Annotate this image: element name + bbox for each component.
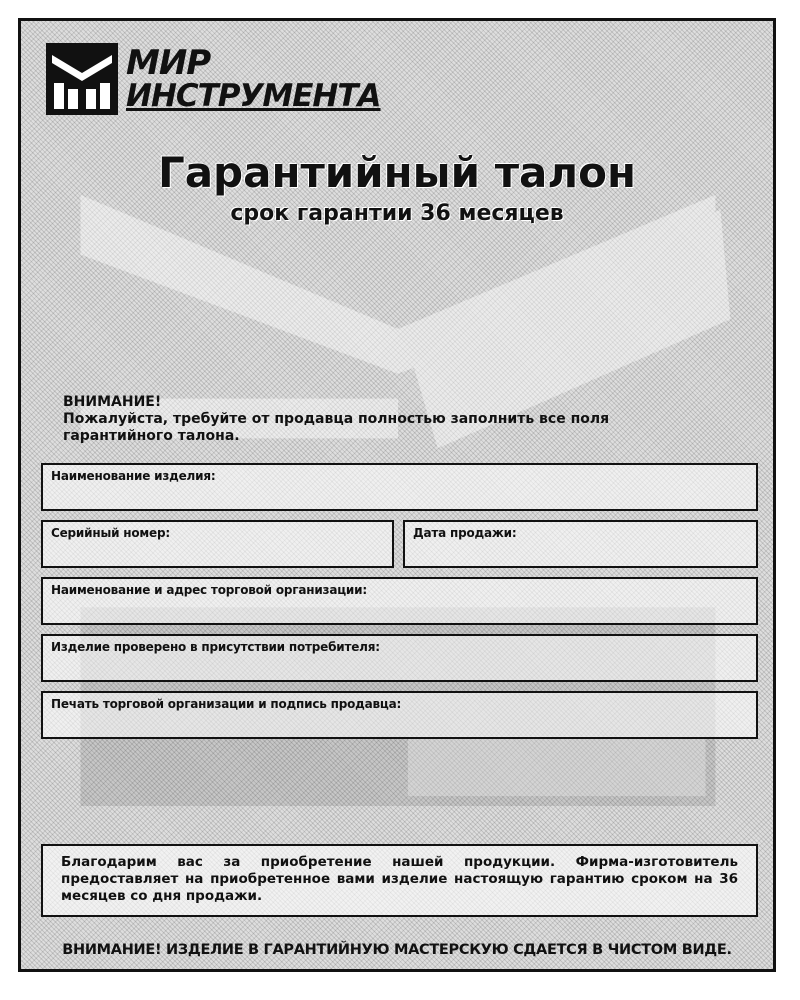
store-name-address-field[interactable]: [41, 577, 758, 625]
checked-in-presence-label: Изделие проверено в присутствии потребителя:: [51, 640, 380, 654]
notice-line-1: Пожалуйста, требуйте от продавца полностью заполнить все поля: [63, 411, 610, 427]
notice-line-2: гарантийного талона.: [63, 428, 240, 444]
sale-date-label: Дата продажи:: [413, 526, 517, 540]
product-name-label: Наименование изделия:: [51, 469, 216, 483]
page-title: Гарантийный талон: [157, 148, 637, 197]
sale-date-field[interactable]: [403, 520, 758, 568]
notice-heading: ВНИМАНИЕ!: [63, 394, 162, 410]
serial-number-field[interactable]: [41, 520, 394, 568]
thanks-message-box: [41, 844, 758, 917]
serial-number-label: Серийный номер:: [51, 526, 170, 540]
footer-warning: ВНИМАНИЕ! ИЗДЕЛИЕ В ГАРАНТИЙНУЮ МАСТЕРСКУЮ СДАЕТСЯ В ЧИСТОМ ВИДЕ.: [62, 942, 732, 958]
checked-in-presence-field[interactable]: [41, 634, 758, 682]
warranty-term: срок гарантии 36 месяцев: [230, 201, 564, 226]
stamp-signature-label: Печать торговой организации и подпись продавца:: [51, 697, 402, 711]
thanks-message: Благодарим вас за приобретение нашей продукции. Фирма-изготовитель предоставляет на приобретенное вами изделие настоящую гарантию сроком на 36 месяцев со дня продажи.: [61, 854, 738, 904]
product-name-field[interactable]: [41, 463, 758, 511]
store-name-address-label: Наименование и адрес торговой организации:: [51, 583, 367, 597]
stamp-signature-field[interactable]: [41, 691, 758, 739]
brand-logo-mark-icon: [46, 43, 118, 115]
warranty-card: [18, 18, 776, 972]
attention-notice: [63, 394, 703, 445]
brand-name-line2: ИНСТРУМЕНТА: [126, 78, 381, 114]
brand-name-line1: МИР: [126, 43, 211, 83]
